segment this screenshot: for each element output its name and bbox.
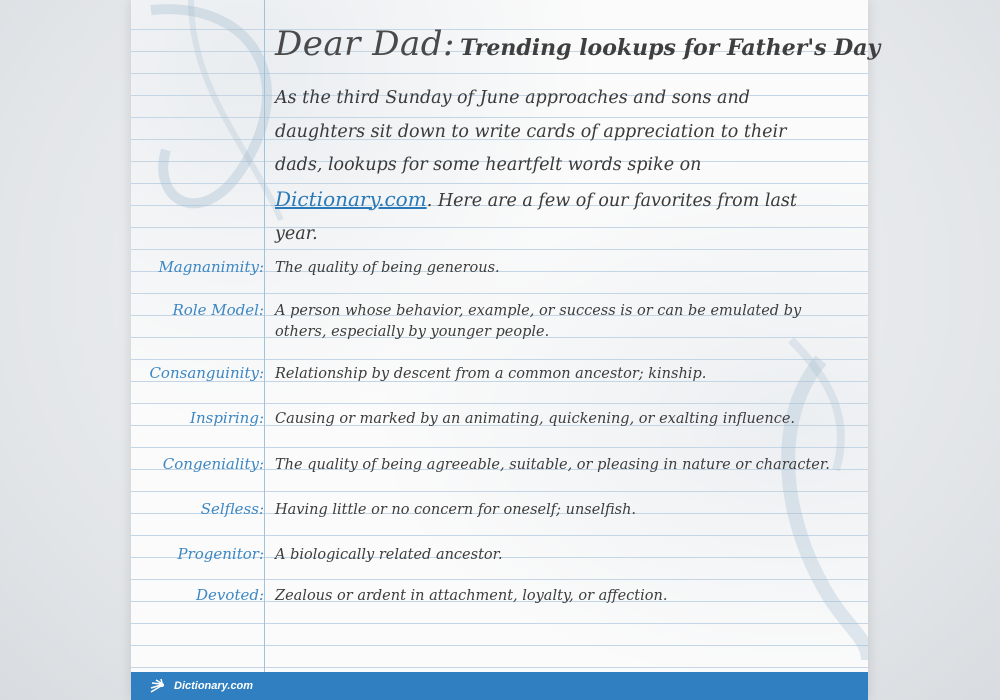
definition-congeniality: The quality of being agreeable, suitable, or pleasing in nature or character. bbox=[275, 457, 830, 473]
term-magnanimity: Magnanimity: bbox=[158, 258, 264, 276]
dictionary-logo[interactable] bbox=[149, 677, 253, 695]
term-consanguinity: Consanguinity: bbox=[149, 364, 264, 382]
intro-text-after: . Here are a few of our favorites from last year. bbox=[275, 190, 797, 244]
definition-role-model: A person whose behavior, example, or success is or can be emulated by others, especially by younger people. bbox=[275, 303, 802, 340]
intro-paragraph bbox=[275, 82, 815, 252]
footer-bar bbox=[131, 672, 868, 700]
definition-inspiring: Causing or marked by an animating, quickening, or exalting influence. bbox=[275, 411, 796, 427]
term-role-model: Role Model: bbox=[172, 301, 264, 319]
title-main: Dear Dad: bbox=[275, 24, 455, 64]
notebook-paper bbox=[131, 0, 881, 700]
logo-text: Dictionary.com bbox=[174, 680, 254, 692]
definition-magnanimity: The quality of being generous. bbox=[275, 260, 500, 276]
title-subtitle: Trending lookups for Father's Day bbox=[460, 35, 881, 61]
definition-selfless: Having little or no concern for oneself; unselfish. bbox=[275, 502, 637, 518]
intro-text-before: As the third Sunday of June approaches and sons and daughters sit down to write cards of appreciation to their dads, lookups for some heartfelt words spike on bbox=[275, 88, 787, 175]
definition-progenitor: A biologically related ancestor. bbox=[275, 547, 503, 563]
definition-consanguinity: Relationship by descent from a common ancestor; kinship. bbox=[275, 366, 707, 382]
definition-devoted: Zealous or ardent in attachment, loyalty, or affection. bbox=[275, 588, 668, 604]
sunburst-icon bbox=[149, 678, 171, 694]
page-title bbox=[275, 24, 880, 64]
term-progenitor: Progenitor: bbox=[177, 545, 264, 563]
term-inspiring: Inspiring: bbox=[190, 409, 264, 427]
term-congeniality: Congeniality: bbox=[162, 455, 264, 473]
dictionary-link[interactable]: Dictionary.com bbox=[275, 186, 427, 211]
term-selfless: Selfless: bbox=[200, 500, 264, 518]
margin-line bbox=[264, 0, 265, 672]
term-devoted: Devoted: bbox=[196, 586, 264, 604]
